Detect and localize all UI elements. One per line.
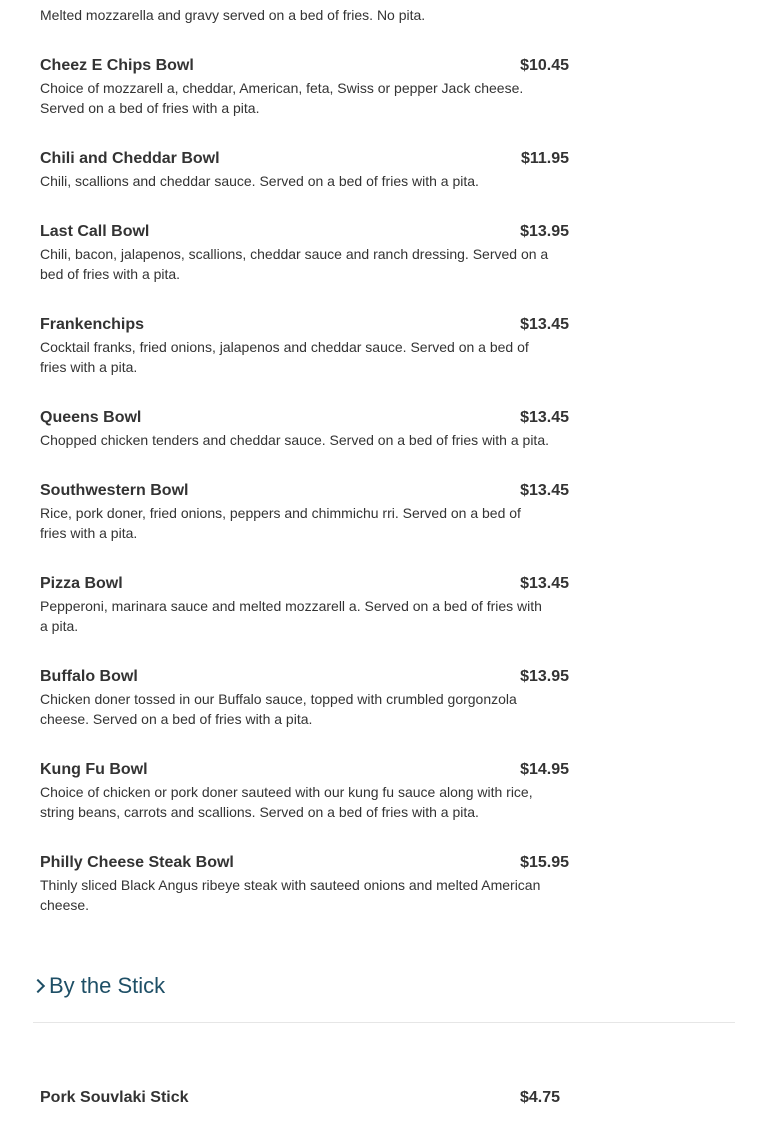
item-description: Thinly sliced Black Angus ribeye steak with sauteed onions and melted American cheese.: [40, 877, 541, 913]
item-price: $13.45: [520, 316, 569, 333]
item-price: $13.45: [520, 575, 569, 592]
item-price: $11.95: [520, 150, 569, 167]
item-description: Melted mozzarella and gravy served on a bed of fries. No pita.: [40, 7, 426, 23]
item-name[interactable]: Philly Cheese Steak Bowl: [40, 854, 234, 871]
item-price: $10.45: [520, 57, 569, 74]
item-description: Pepperoni, marinara sauce and melted mozzarell a. Served on a bed of fries with a pita.: [40, 598, 542, 634]
item-name[interactable]: Cheez E Chips Bowl: [40, 57, 194, 74]
item-description: Cocktail franks, fried onions, jalapenos and cheddar sauce. Served on a bed of fries with a pita.: [40, 339, 529, 375]
item-description: Chili, bacon, jalapenos, scallions, cheddar sauce and ranch dressing. Served on a bed of fries with a pita.: [40, 246, 549, 282]
item-name[interactable]: Southwestern Bowl: [40, 482, 189, 499]
item-name[interactable]: Frankenchips: [40, 316, 145, 333]
chevron-right-icon: [31, 979, 45, 993]
item-description: Rice, pork doner, fried onions, peppers and chimmichu rri. Served on a bed of fries with a pita.: [40, 505, 521, 541]
item-price: $13.45: [520, 409, 569, 426]
item-name[interactable]: Kung Fu Bowl: [40, 761, 148, 778]
item-description: Choice of mozzarell a, cheddar, American, feta, Swiss or pepper Jack cheese. Served on a bed of fries with a pita.: [40, 80, 524, 116]
item-name[interactable]: Chili and Cheddar Bowl: [40, 150, 220, 167]
item-price: $13.95: [520, 223, 569, 240]
item-name[interactable]: Pizza Bowl: [40, 575, 123, 592]
item-name[interactable]: Last Call Bowl: [40, 223, 150, 240]
item-price: $13.95: [520, 668, 569, 685]
item-name[interactable]: Pork Souvlaki Stick: [40, 1089, 189, 1106]
item-price: $4.75: [519, 1089, 560, 1106]
item-name[interactable]: Queens Bowl: [40, 409, 142, 426]
item-description: Chopped chicken tenders and cheddar sauce. Served on a bed of fries with a pita.: [40, 432, 549, 448]
section-header-by-the-stick[interactable]: [33, 968, 165, 1004]
item-price: $14.95: [520, 761, 569, 778]
item-description: Chicken doner tossed in our Buffalo sauce, topped with crumbled gorgonzola cheese. Served on a bed of fries with a pita.: [40, 691, 517, 727]
item-price: $13.45: [520, 482, 569, 499]
item-price: $15.95: [520, 854, 569, 871]
section-divider: [33, 1022, 735, 1023]
item-description: Chili, scallions and cheddar sauce. Served on a bed of fries with a pita.: [40, 173, 479, 189]
item-description: Choice of chicken or pork doner sauteed with our kung fu sauce along with rice, string beans, carrots and scallions. Served on a bed of fries with a pita.: [40, 784, 533, 820]
section-title[interactable]: By the Stick: [49, 973, 166, 998]
item-name[interactable]: Buffalo Bowl: [40, 668, 138, 685]
